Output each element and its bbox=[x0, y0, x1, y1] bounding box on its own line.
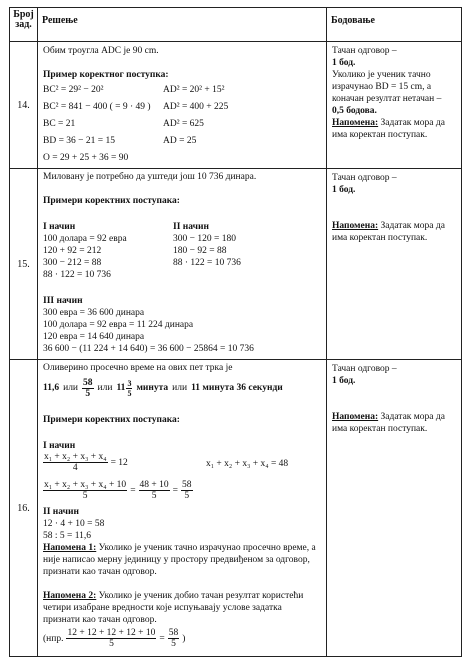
answer-fraction bbox=[82, 378, 94, 399]
answer-mixed-number bbox=[116, 379, 132, 398]
equation: 100 долара = 92 евра = 11 224 динара bbox=[43, 320, 194, 330]
method-1-heading: I начин bbox=[43, 222, 76, 232]
equation: 36 600 − (11 224 + 14 640) = 36 600 − 25864 = 10 736 bbox=[43, 344, 254, 354]
task-number: 14. bbox=[10, 42, 38, 169]
scoring-table bbox=[9, 7, 462, 657]
note-2-text: Уколико је ученик добио тачан резултат користећи четири изабране вредности које испуњавају услове задатка признати као тачан одговор. bbox=[43, 591, 304, 625]
note-1-text: Уколико је ученик тачно израчунао просечно време, а није написао мерну јединицу у простору предвиђеном за одговор, признати као тачан одговор. bbox=[43, 543, 316, 577]
equals-sign: = bbox=[130, 485, 136, 496]
denominator: 5 bbox=[171, 639, 176, 649]
scoring-cell-15 bbox=[327, 169, 462, 360]
numerator: x₁ + x₂ + x₃ + x₄ bbox=[44, 452, 107, 462]
or-text: или bbox=[172, 383, 188, 393]
denominator: 5 bbox=[184, 491, 190, 501]
numerator: 48 + 10 bbox=[139, 480, 169, 490]
equation: AD² = 625 bbox=[163, 119, 204, 129]
solution-cell-16 bbox=[38, 360, 327, 657]
fraction-part bbox=[126, 379, 132, 398]
answer-decimal: 11,6 bbox=[43, 383, 60, 393]
equation: BC = 21 bbox=[43, 119, 76, 129]
equation: 12 · 4 + 10 = 58 bbox=[43, 519, 105, 529]
note-label: Напомена: bbox=[332, 118, 379, 128]
score-points: 1 бод. bbox=[332, 58, 356, 68]
fraction bbox=[181, 480, 193, 501]
answer-statement: Обим троугла ADC је 90 cm. bbox=[43, 46, 159, 56]
note-text: Задатак мора да има коректан поступак. bbox=[332, 221, 445, 243]
method-3-heading: III начин bbox=[43, 296, 83, 306]
equation: 300 евра = 36 600 динара bbox=[43, 308, 145, 318]
equation-rhs: = 12 bbox=[110, 457, 128, 468]
table-row-16 bbox=[10, 360, 462, 657]
equals-sign: = bbox=[159, 633, 165, 644]
method-heading: Примери коректних поступака: bbox=[43, 415, 180, 425]
solution-cell-14 bbox=[38, 42, 327, 169]
equation: x₁ + x₂ + x₃ + x₄ = 48 bbox=[206, 459, 289, 469]
note-label: Напомена: bbox=[332, 221, 379, 231]
score-partial-text: Уколико је ученик тачно израчунао BD = 15 cm, а коначан резултат нетачан – bbox=[332, 70, 442, 104]
equation: AD² = 20² + 15² bbox=[163, 85, 225, 95]
task-number: 15. bbox=[10, 169, 38, 360]
equation: 120 + 92 = 212 bbox=[43, 246, 102, 256]
score-points: 1 бод. bbox=[332, 376, 356, 386]
score-text: Тачан одговор – bbox=[332, 364, 397, 374]
whole-part: 11 bbox=[116, 383, 126, 393]
denominator: 5 bbox=[109, 639, 114, 649]
unit-minutes: минута bbox=[136, 383, 169, 393]
equation: O = 29 + 25 + 36 = 90 bbox=[43, 153, 129, 163]
task-number: 16. bbox=[10, 360, 38, 657]
fraction bbox=[168, 628, 180, 649]
equation: 88 · 122 = 10 736 bbox=[43, 270, 111, 280]
score-points: 1 бод. bbox=[332, 185, 356, 195]
header-task-number bbox=[10, 8, 38, 42]
numerator: 12 + 12 + 12 + 12 + 10 bbox=[67, 628, 156, 638]
numerator: x₁ + x₂ + x₃ + x₄ + 10 bbox=[44, 480, 127, 490]
equation: BD = 36 − 21 = 15 bbox=[43, 136, 116, 146]
table-header-row bbox=[10, 8, 462, 42]
answer-statement: Оливерино просечно време на ових пет трка је bbox=[43, 363, 233, 373]
scoring-cell-16 bbox=[327, 360, 462, 657]
method-1-heading: I начин bbox=[43, 441, 76, 451]
note-2 bbox=[43, 590, 321, 626]
or-text: или bbox=[97, 383, 113, 393]
denominator: 5 bbox=[85, 388, 91, 399]
equation: 180 − 92 = 88 bbox=[173, 246, 227, 256]
equation: 300 − 212 = 88 bbox=[43, 258, 102, 268]
note-1-label: Напомена 1: bbox=[43, 543, 97, 553]
denominator: 5 bbox=[82, 491, 88, 501]
method-2-heading: II начин bbox=[43, 507, 79, 517]
note-text: Задатак мора да има коректан поступак. bbox=[332, 412, 445, 434]
method-heading: Примери коректних поступака: bbox=[43, 196, 180, 206]
score-text: Тачан одговор – bbox=[332, 46, 397, 56]
denominator: 4 bbox=[72, 463, 78, 473]
header-scoring: Бодовање bbox=[327, 8, 462, 42]
answer-statement: Миловану је потребно да уштеди још 10 736 динара. bbox=[43, 172, 257, 182]
close-paren: ) bbox=[182, 633, 186, 644]
header-task-number-text: Број зад. bbox=[13, 9, 34, 30]
note-1 bbox=[43, 542, 321, 578]
note-text: Задатак мора да има коректан поступак. bbox=[332, 118, 445, 140]
method-heading: Пример коректног поступка: bbox=[43, 70, 169, 80]
equation: AD² = 400 + 225 bbox=[163, 102, 229, 112]
or-text: или bbox=[63, 383, 79, 393]
equation bbox=[43, 480, 193, 501]
note-2-label: Напомена 2: bbox=[43, 591, 97, 601]
equals-sign: = bbox=[172, 485, 179, 496]
fraction bbox=[139, 480, 170, 501]
scoring-cell-14 bbox=[327, 42, 462, 169]
numerator: 58 bbox=[83, 377, 93, 388]
method-2-heading: II начин bbox=[173, 222, 209, 232]
fraction bbox=[66, 628, 156, 649]
equation: BC² = 841 − 400 ( = 9 · 49 ) bbox=[43, 102, 151, 112]
equation: 100 долара = 92 евра bbox=[43, 234, 127, 244]
fraction bbox=[43, 452, 108, 473]
note-label: Напомена: bbox=[332, 412, 379, 422]
equation bbox=[43, 452, 128, 473]
equation: BC² = 29² − 20² bbox=[43, 85, 104, 95]
solution-cell-15 bbox=[38, 169, 327, 360]
equation: 88 · 122 = 10 736 bbox=[173, 258, 241, 268]
numerator: 58 bbox=[168, 628, 179, 638]
fraction bbox=[43, 480, 127, 501]
table-row-14 bbox=[10, 42, 462, 169]
equation: AD = 25 bbox=[163, 136, 197, 146]
denominator: 5 bbox=[127, 388, 132, 398]
score-partial-points: 0,5 бодова. bbox=[332, 106, 377, 116]
answer-values bbox=[43, 374, 283, 402]
equation: 300 − 120 = 180 bbox=[173, 234, 236, 244]
answer-time: 11 минута 36 секунди bbox=[191, 383, 283, 393]
equation: 58 : 5 = 11,6 bbox=[43, 531, 92, 541]
equation: 120 евра = 14 640 динара bbox=[43, 332, 145, 342]
example-prefix: (нпр. bbox=[43, 633, 64, 644]
numerator: 3 bbox=[127, 378, 132, 388]
header-solution: Решење bbox=[38, 8, 327, 42]
table-row-15 bbox=[10, 169, 462, 360]
score-text: Тачан одговор – bbox=[332, 173, 397, 183]
numerator: 58 bbox=[182, 480, 192, 490]
denominator: 5 bbox=[151, 491, 157, 501]
example-equation bbox=[43, 628, 185, 649]
